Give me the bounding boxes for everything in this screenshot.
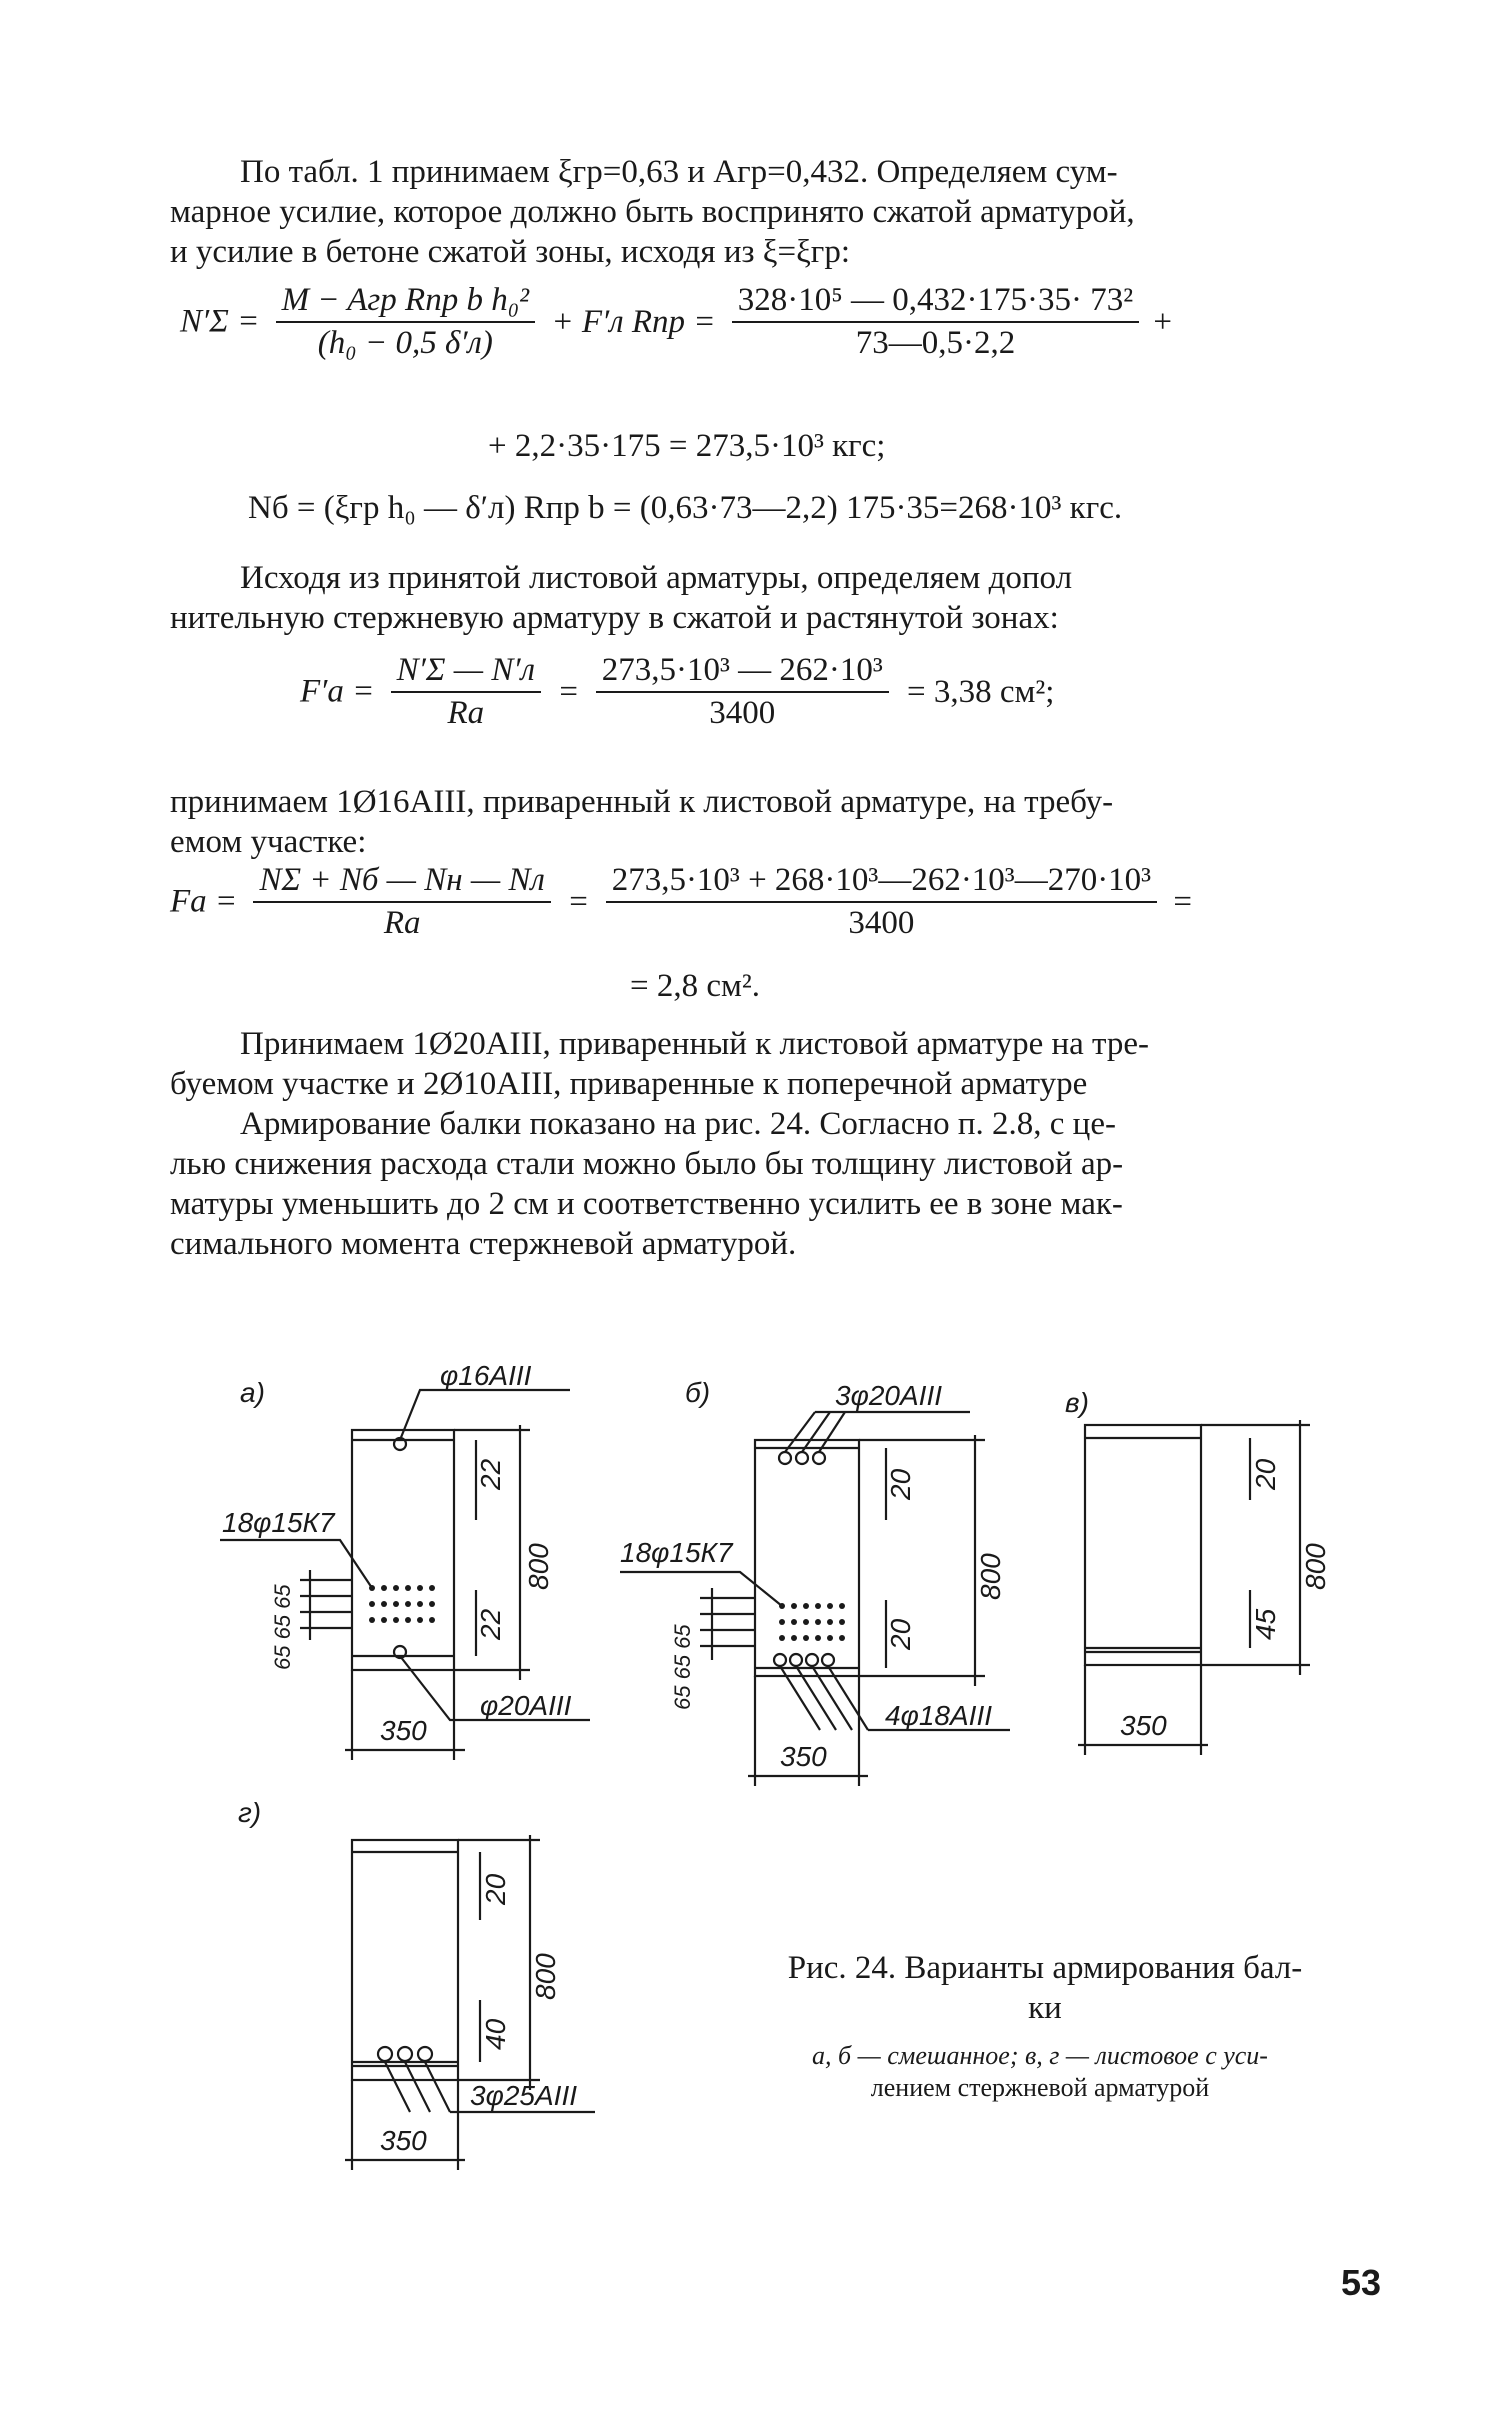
numerator: 273,5·10³ — 262·10³ (596, 652, 889, 693)
g-dim-bottom: 40 (480, 2018, 511, 2050)
legend-line: а, б — смешанное; в, г — листовое с уси- (812, 2041, 1268, 2070)
text-line: нительную стержневую арматуру в сжатой и растянутой зонах: (170, 600, 1059, 636)
eq-mid: + F′л Rпр = (551, 303, 716, 340)
figure-caption (715, 1948, 1375, 2028)
b-bottom-bars-label: 4φ18АIII (885, 1700, 992, 1731)
eq-equals: = (557, 673, 580, 710)
label-a: а) (240, 1377, 265, 1408)
equation-line: + 2,2·35·175 = 273,5·10³ кгс; (488, 428, 886, 464)
text-line: емом участке: (170, 824, 367, 860)
text-line: Исходя из принятой листовой арматуры, определяем допол (240, 560, 1073, 596)
numerator: M − Aгр Rпр b h₀² (276, 282, 535, 323)
bottom-bar (790, 1654, 802, 1666)
label-b: б) (685, 1377, 711, 1408)
a-top-bar-label: φ16АIII (440, 1360, 532, 1391)
denominator: 3400 (848, 905, 915, 941)
g-bottom-bars-label: 3φ25АIII (470, 2080, 577, 2111)
a-bottom-bar-label: φ20АIII (480, 1690, 572, 1721)
a-strands-label: 18φ15К7 (222, 1507, 335, 1538)
caption-title-line: ки (1028, 1990, 1062, 2026)
page-number: 53 (1340, 2262, 1381, 2303)
a-dim-bottom: 22 (475, 1608, 506, 1640)
eq-result: = 3,38 см²; (907, 673, 1055, 710)
eq-tail: = (1173, 883, 1192, 920)
equation-result: = 2,8 см². (630, 968, 761, 1004)
b-spacing: 65 65 65 (670, 1624, 695, 1710)
text-line: марное усилие, которое должно быть воспринято сжатой арматурой, (170, 194, 1135, 230)
denominator: (h₀ − 0,5 δ′л) (317, 325, 493, 361)
v-height: 800 (1300, 1543, 1331, 1590)
strands-b (779, 1603, 845, 1641)
caption-title-line: Рис. 24. Варианты армирования бал- (787, 1950, 1303, 1986)
a-spacing: 65 65 65 (270, 1584, 295, 1670)
bottom-bar (822, 1654, 834, 1666)
bottom-bar (418, 2047, 432, 2061)
denominator: Rа (383, 905, 421, 941)
eq-plus: + (1153, 303, 1173, 340)
eq-lhs: F′а = (300, 673, 375, 710)
text-line: симального момента стержневой арматурой. (170, 1226, 797, 1262)
figure-legend (700, 2040, 1380, 2104)
b-strands-label: 18φ15К7 (620, 1537, 733, 1568)
a-dim-top: 22 (475, 1458, 506, 1490)
denominator: Rа (447, 695, 485, 731)
beam-outline (352, 1840, 458, 2080)
numerator: 273,5·10³ + 268·10³—262·10³—270·10³ (606, 862, 1157, 903)
v-dim-top: 20 (1250, 1458, 1281, 1490)
top-bar (796, 1452, 808, 1464)
a-width-label: 350 (380, 1715, 427, 1746)
v-dim-bottom: 45 (1250, 1608, 1281, 1640)
eq-lhs: N′Σ = (180, 303, 260, 340)
equation-n-b: Nб = (ξгр h₀ — δ′л) Rпр b = (0,63·73—2,2) 175·35=268·10³ кгс. (248, 490, 1123, 526)
v-width-label: 350 (1120, 1710, 1167, 1741)
label-v: в) (1065, 1387, 1089, 1418)
top-bar (813, 1452, 825, 1464)
g-dim-top: 20 (480, 1873, 511, 1905)
eq-equals: = (567, 883, 590, 920)
legend-line: лением стержневой арматурой (870, 2073, 1210, 2102)
b-top-bars-label: 3φ20АIII (835, 1380, 942, 1411)
section-g (345, 1835, 595, 2170)
text-line: принимаем 1Ø16АIII, приваренный к листовой арматуре, на требу- (170, 784, 1114, 820)
text-line: лью снижения расхода стали можно было бы толщину листовой ар- (170, 1146, 1124, 1182)
text-line: и усилие в бетоне сжатой зоны, исходя из ξ=ξгр: (170, 234, 850, 270)
numerator: N′Σ — N′л (391, 652, 541, 693)
denominator: 3400 (709, 695, 776, 731)
label-g: г) (238, 1797, 262, 1828)
strands-a (369, 1585, 435, 1623)
b-dim-top: 20 (885, 1468, 916, 1500)
b-dim-bottom: 20 (885, 1618, 916, 1650)
top-bar (779, 1452, 791, 1464)
numerator: NΣ + Nб — Nн — Nл (253, 862, 550, 903)
text-line: матуры уменьшить до 2 см и соответственно усилить ее в зоне мак- (170, 1186, 1123, 1222)
b-width-label: 350 (780, 1741, 827, 1772)
text-line: буемом участке и 2Ø10АIII, приваренные к поперечной арматуре (170, 1066, 1088, 1102)
beam-outline (1085, 1425, 1201, 1665)
denominator: 73—0,5·2,2 (855, 325, 1016, 361)
bottom-bar (774, 1654, 786, 1666)
beam-outline (352, 1430, 454, 1670)
b-height: 800 (975, 1553, 1006, 1600)
bottom-bar (398, 2047, 412, 2061)
g-width-label: 350 (380, 2125, 427, 2156)
a-height: 800 (523, 1543, 554, 1590)
eq-lhs: Fа = (170, 883, 238, 920)
bottom-bar (806, 1654, 818, 1666)
text-line: Принимаем 1Ø20АIII, приваренный к листовой арматуре на тре- (240, 1026, 1149, 1062)
numerator: 328·10⁵ — 0,432·175·35· 73² (732, 282, 1139, 323)
text-line: По табл. 1 принимаем ξгр=0,63 и Агр=0,432. Определяем сум- (240, 154, 1118, 190)
text-line: Армирование балки показано на рис. 24. Согласно п. 2.8, с це- (240, 1106, 1116, 1142)
g-height: 800 (530, 1953, 561, 2000)
bottom-bar (378, 2047, 392, 2061)
